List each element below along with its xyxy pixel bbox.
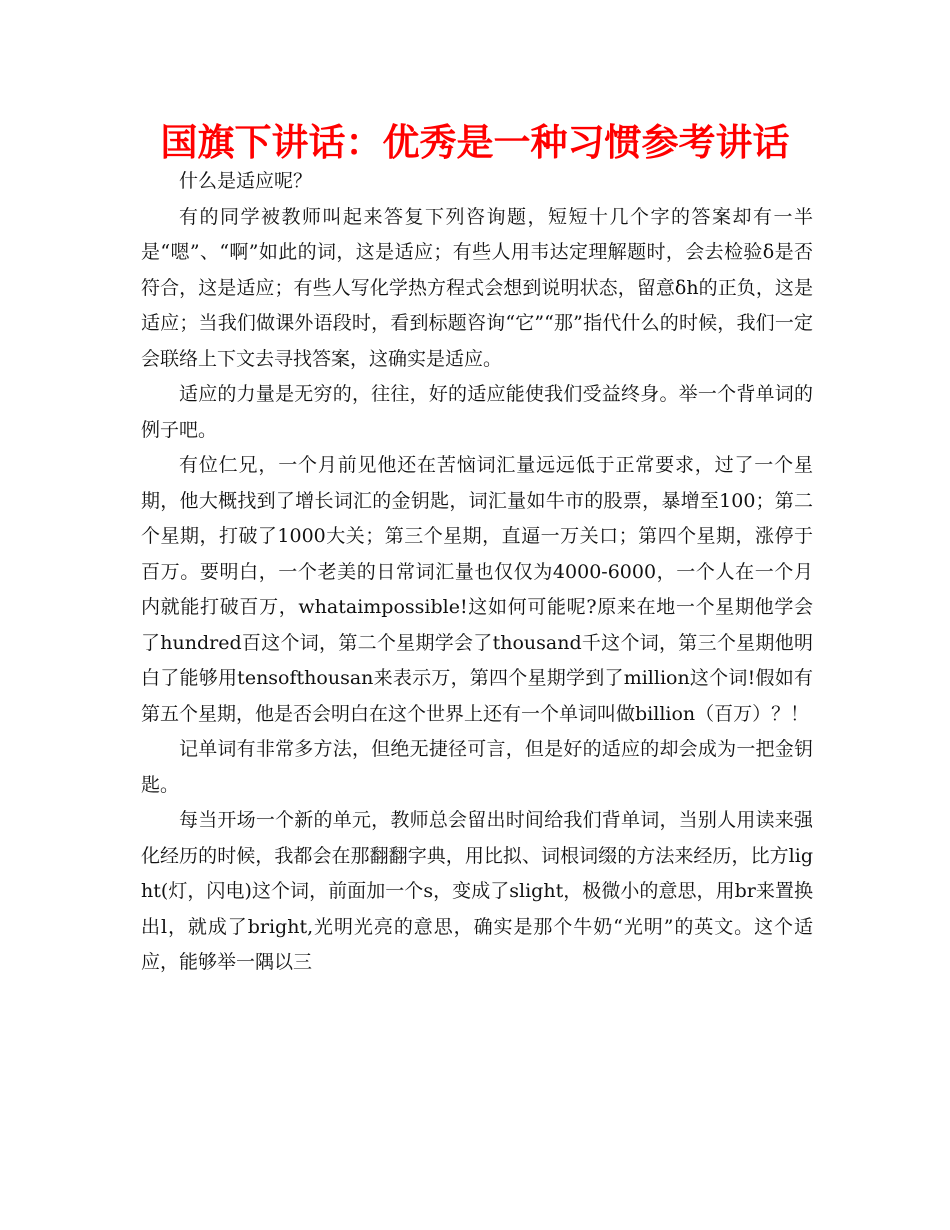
document-body <box>141 164 813 981</box>
paragraph-6: 每当开场一个新的单元，教师总会留出时间给我们背单词，当别人用读来强化经历的时候，我都会在那翻翻字典，用比拟、词根词缀的方法来经历，比方light(灯，闪电)这个词，前面加一个s，变成了slight，极微小的意思，用br来置换出l，就成了bright,光明光亮的意思，确实是那个牛奶“光明”的英文。这个适应，能够举一隅以三 <box>141 809 813 973</box>
paragraph-1: 什么是适应呢？ <box>179 170 313 192</box>
paragraph-5: 记单词有非常多方法，但绝无捷径可言，但是好的适应的却会成为一把金钥匙。 <box>141 738 813 796</box>
paragraph-4: 有位仁兄，一个月前见他还在苦恼词汇量远远低于正常要求，过了一个星期，他大概找到了增长词汇的金钥匙，词汇量如牛市的股票，暴增至100；第二个星期，打破了1000大关；第三个星期，直逼一万关口；第四个星期，涨停于百万。要明白，一个老美的日常词汇量也仅仅为4000-6000，一个人在一个月内就能打破百万，whataimpossible!这如何可能呢?原来在地一个星期他学会了hundred百这个词，第二个星期学会了thousand千这个词，第三个星期他明白了能够用tensofthousan来表示万，第四个星期学到了million这个词!假如有第五个星期，他是否会明白在这个世界上还有一个单词叫做billion（百万）？！ <box>141 454 813 725</box>
page-title: 国旗下讲话：优秀是一种习惯参考讲话 <box>160 121 790 164</box>
paragraph-3: 适应的力量是无穷的，往往，好的适应能使我们受益终身。举一个背单词的例子吧。 <box>141 383 813 441</box>
paragraph-2: 有的同学被教师叫起来答复下列咨询题，短短十几个字的答案却有一半是“嗯”、“啊”如此的词，这是适应；有些人用韦达定理解题时，会去检验δ是否符合，这是适应；有些人写化学热方程式会想到说明状态，留意δh的正负，这是适应；当我们做课外语段时，看到标题咨询“它”“那”指代什么的时候，我们一定会联络上下文去寻找答案，这确实是适应。 <box>141 205 813 370</box>
